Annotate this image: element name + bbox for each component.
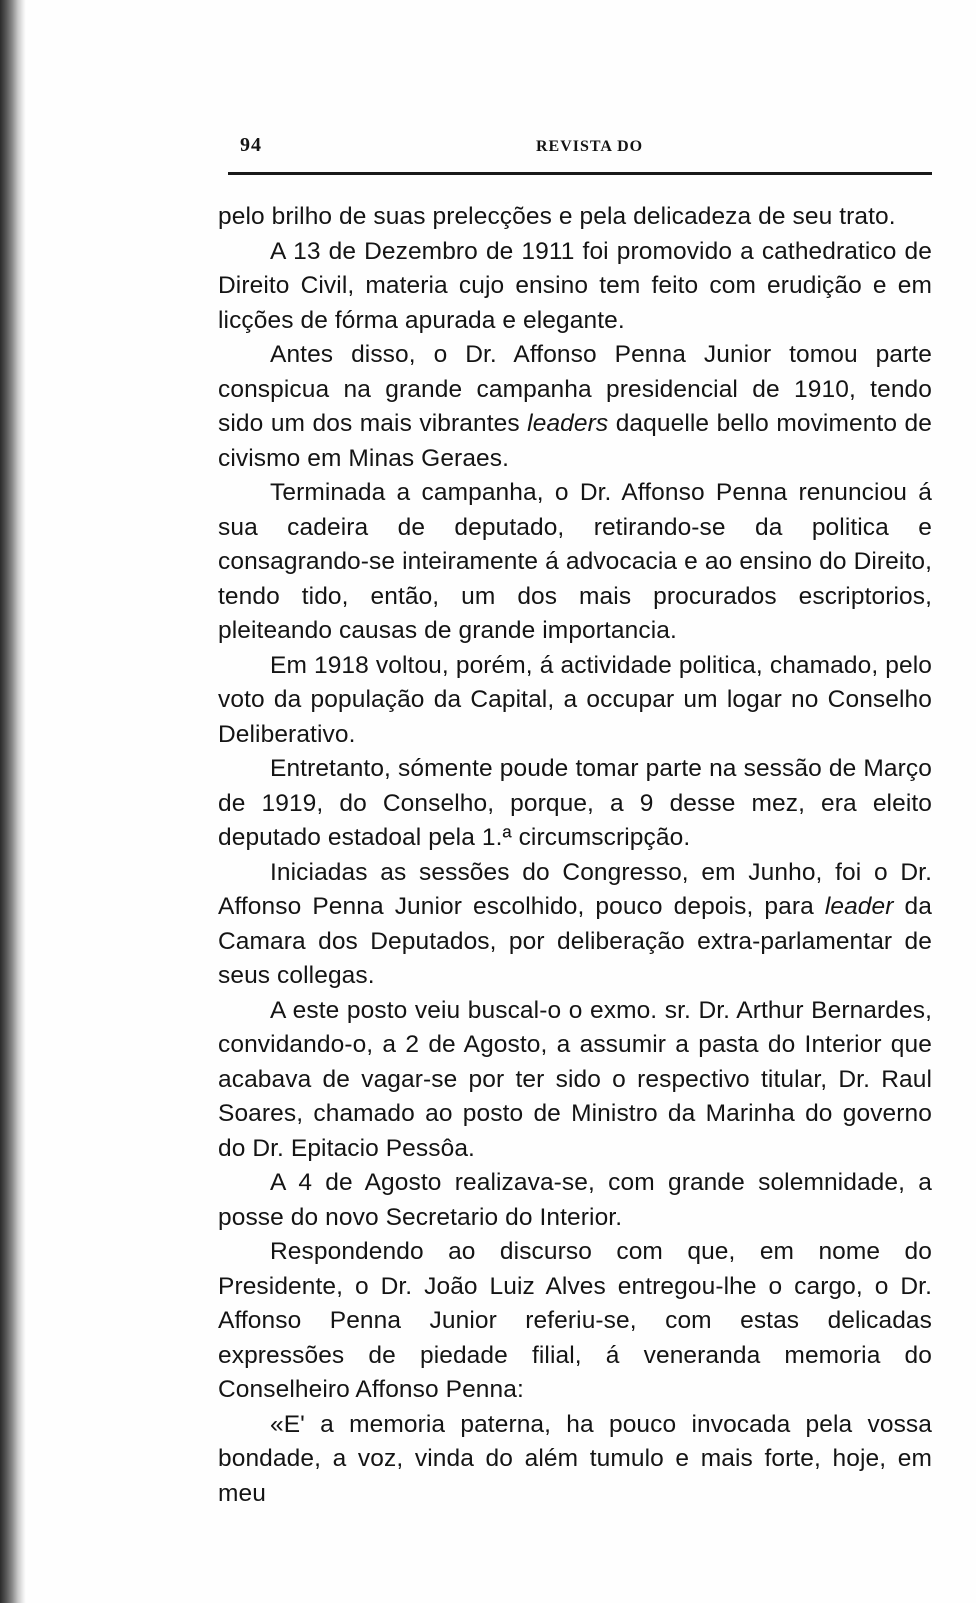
- paragraph: «E' a memoria paterna, ha pouco invocada pela vossa bondade, a voz, vinda do além tumulo e mais forte, hoje, em meu: [218, 1410, 932, 1507]
- page-binding-shadow: [0, 0, 26, 1603]
- paragraph: pelo brilho de suas prelecções e pela delicadeza de seu trato.: [218, 203, 896, 230]
- page-number: 94: [240, 134, 262, 156]
- paragraph-text: daquelle bello movimento de civismo em Minas Geraes.: [218, 410, 932, 472]
- paragraph: [218, 856, 932, 994]
- paragraph: Terminada a campanha, o Dr. Affonso Penna renunciou á sua cadeira de deputado, retirando-se da politica e consagrando-se inteiramente á advocacia e ao ensino do Direito, tendo tido, então, um dos mais procurados escriptorios, pleiteando causas de grande importancia.: [218, 479, 932, 644]
- paragraph-text: Antes disso, o Dr. Affonso Penna Junior tomou parte conspicua na grande campanha presidencial de 1910, tendo sido um dos mais vibrantes: [218, 341, 932, 437]
- header-rule: [228, 172, 932, 175]
- paragraph: A 13 de Dezembro de 1911 foi promovido a cathedratico de Direito Civil, materia cujo ensino tem feito com erudição e em licções de fórma apurada e elegante.: [218, 237, 932, 334]
- paragraph: Respondendo ao discurso com que, em nome do Presidente, o Dr. João Luiz Alves entregou-lhe o cargo, o Dr. Affonso Penna Junior referiu-se, com estas delicadas expressões de piedade filial, á veneranda memoria do Conselheiro Affonso Penna:: [218, 1238, 932, 1403]
- paragraph-text: Iniciadas as sessões do Congresso, em Junho, foi o Dr. Affonso Penna Junior escolhido, pouco depois, para: [218, 858, 932, 920]
- paragraph: A este posto veiu buscal-o o exmo. sr. Dr. Arthur Bernardes, convidando-o, a 2 de Agosto, a assumir a pasta do Interior que acabava de vagar-se por ter sido o respectivo titular, Dr. Raul Soares, chamado ao posto de Ministro da Marinha do governo do Dr. Epitacio Pessôa.: [218, 996, 932, 1162]
- paragraph: Entretanto, sómente poude tomar parte na sessão de Março de 1919, do Conselho, porque, a 9 desse mez, era eleito deputado estadoal pela 1.ª circumscripção.: [218, 755, 932, 851]
- paragraph: [218, 338, 932, 476]
- paragraph-text: da Camara dos Deputados, por deliberação extra-parlamentar de seus collegas.: [218, 893, 932, 989]
- running-head: REVISTA DO: [536, 138, 644, 155]
- body-text: [218, 200, 932, 1511]
- italic-term: leaders: [527, 410, 609, 437]
- paragraph: A 4 de Agosto realizava-se, com grande solemnidade, a posse do novo Secretario do Interior.: [218, 1169, 932, 1231]
- italic-term: leader: [824, 893, 894, 920]
- paragraph: Em 1918 voltou, porém, á actividade politica, chamado, pelo voto da população da Capital, a occupar um logar no Conselho Deliberativo.: [218, 651, 932, 748]
- page-header: [236, 134, 928, 174]
